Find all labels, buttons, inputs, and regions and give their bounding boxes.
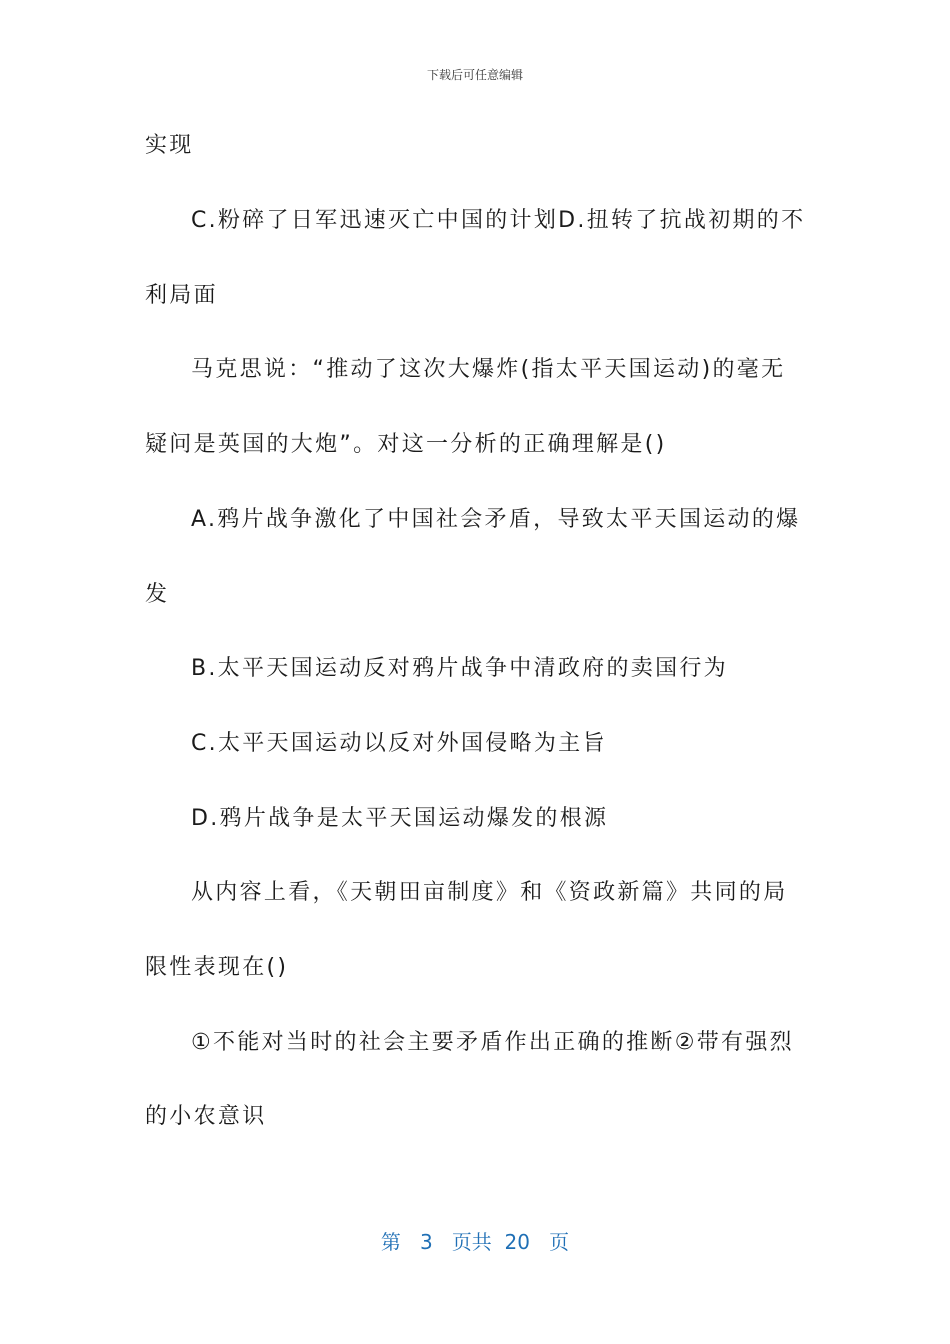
footer-total-pages: 20 <box>504 1230 530 1254</box>
text-line: 限性表现在() <box>145 955 289 980</box>
text-line: A.鸦片战争激化了中国社会矛盾，导致太平天国运动的爆 <box>191 507 801 532</box>
text-line: C.粉碎了日军迅速灭亡中国的计划D.扭转了抗战初期的不 <box>191 208 806 233</box>
text-line: 发 <box>145 582 170 607</box>
footer-current-page: 3 <box>420 1230 433 1254</box>
text-line: D.鸦片战争是太平天国运动爆发的根源 <box>191 806 609 831</box>
text-line: 疑问是英国的大炮”。对这一分析的正确理解是() <box>145 432 667 457</box>
text-line: B.太平天国运动反对鸦片战争中清政府的卖国行为 <box>191 656 728 681</box>
footer-suffix: 页 <box>549 1230 570 1254</box>
footer-prefix: 第 <box>380 1230 401 1254</box>
text-line: 马克思说：“推动了这次大爆炸(指太平天国运动)的毫无 <box>191 357 786 382</box>
text-line: 的小农意识 <box>145 1104 267 1129</box>
page-footer <box>0 1226 950 1255</box>
text-line: 从内容上看，《天朝田亩制度》和《资政新篇》共同的局 <box>191 880 788 905</box>
text-line: 实现 <box>145 133 194 158</box>
text-line: C.太平天国运动以反对外国侵略为主旨 <box>191 731 607 756</box>
header-note: 下载后可任意编辑 <box>426 68 523 82</box>
text-line: 利局面 <box>145 283 218 308</box>
text-line: ①不能对当时的社会主要矛盾作出正确的推断②带有强烈 <box>191 1030 794 1055</box>
footer-middle: 页共 <box>451 1230 492 1254</box>
